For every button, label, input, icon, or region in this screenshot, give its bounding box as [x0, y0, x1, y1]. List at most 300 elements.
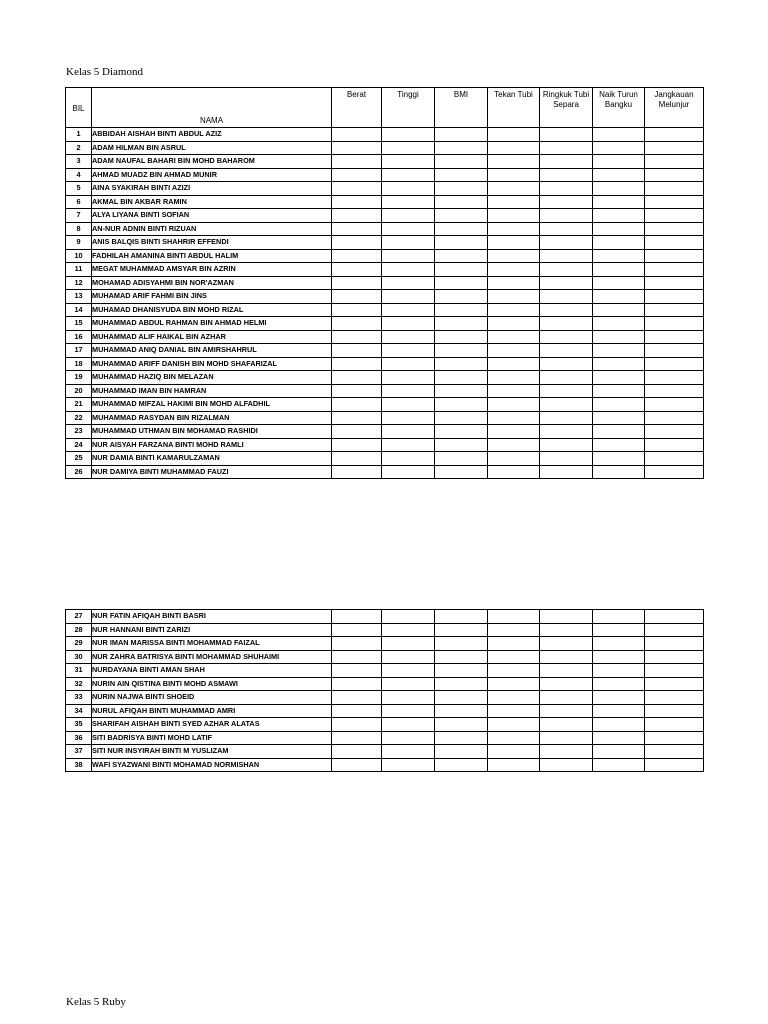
score-cell[interactable]	[645, 263, 704, 277]
score-cell[interactable]	[435, 438, 488, 452]
score-cell[interactable]	[382, 168, 435, 182]
score-cell[interactable]	[593, 704, 645, 718]
score-cell[interactable]	[488, 758, 540, 772]
row-nama: MUHAMMAD ANIQ DANIAL BIN AMIRSHAHRUL	[92, 344, 332, 358]
score-cell[interactable]	[488, 263, 540, 277]
score-cell[interactable]	[593, 398, 645, 412]
score-cell[interactable]	[435, 677, 488, 691]
row-bil: 34	[66, 704, 92, 718]
score-cell[interactable]	[540, 704, 593, 718]
score-cell[interactable]	[435, 691, 488, 705]
class-title-diamond: Kelas 5 Diamond	[66, 66, 143, 78]
score-cell[interactable]	[332, 623, 382, 637]
score-cell[interactable]	[382, 438, 435, 452]
score-cell[interactable]	[540, 222, 593, 236]
score-cell[interactable]	[435, 452, 488, 466]
score-cell[interactable]	[540, 664, 593, 678]
score-cell[interactable]	[540, 303, 593, 317]
row-nama: NUR HANNANI BINTI ZARIZI	[92, 623, 332, 637]
row-nama: AKMAL BIN AKBAR RAMIN	[92, 195, 332, 209]
score-cell[interactable]	[645, 664, 704, 678]
score-cell[interactable]	[645, 344, 704, 358]
score-cell[interactable]	[645, 290, 704, 304]
score-cell[interactable]	[645, 677, 704, 691]
score-cell[interactable]	[488, 209, 540, 223]
score-cell[interactable]	[645, 371, 704, 385]
score-cell[interactable]	[645, 317, 704, 331]
score-cell[interactable]	[540, 425, 593, 439]
score-cell[interactable]	[540, 411, 593, 425]
score-cell[interactable]	[540, 357, 593, 371]
score-cell[interactable]	[332, 263, 382, 277]
score-cell[interactable]	[593, 155, 645, 169]
score-cell[interactable]	[540, 677, 593, 691]
table-row	[66, 357, 704, 371]
score-cell[interactable]	[332, 249, 382, 263]
score-cell[interactable]	[382, 745, 435, 759]
score-cell[interactable]	[540, 465, 593, 479]
score-cell[interactable]	[488, 222, 540, 236]
score-cell[interactable]	[540, 330, 593, 344]
row-nama: NUR IMAN MARISSA BINTI MOHAMMAD FAIZAL	[92, 637, 332, 651]
score-cell[interactable]	[645, 155, 704, 169]
score-cell[interactable]	[382, 263, 435, 277]
score-cell[interactable]	[332, 141, 382, 155]
score-cell[interactable]	[488, 704, 540, 718]
score-cell[interactable]	[332, 704, 382, 718]
score-cell[interactable]	[382, 731, 435, 745]
score-cell[interactable]	[645, 411, 704, 425]
score-cell[interactable]	[593, 195, 645, 209]
score-cell[interactable]	[488, 745, 540, 759]
row-nama: MUHAMMAD ALIF HAIKAL BIN AZHAR	[92, 330, 332, 344]
score-cell[interactable]	[382, 155, 435, 169]
score-cell[interactable]	[382, 141, 435, 155]
score-cell[interactable]	[488, 465, 540, 479]
score-cell[interactable]	[593, 637, 645, 651]
score-cell[interactable]	[540, 168, 593, 182]
score-cell[interactable]	[435, 168, 488, 182]
score-cell[interactable]	[435, 317, 488, 331]
score-cell[interactable]	[540, 195, 593, 209]
score-cell[interactable]	[593, 425, 645, 439]
score-cell[interactable]	[435, 465, 488, 479]
score-cell[interactable]	[382, 758, 435, 772]
score-cell[interactable]	[382, 411, 435, 425]
score-cell[interactable]	[593, 344, 645, 358]
score-cell[interactable]	[645, 452, 704, 466]
score-cell[interactable]	[435, 745, 488, 759]
score-cell[interactable]	[435, 263, 488, 277]
score-cell[interactable]	[332, 209, 382, 223]
score-cell[interactable]	[332, 610, 382, 624]
score-cell[interactable]	[488, 317, 540, 331]
row-nama: MUHAMAD DHANISYUDA BIN MOHD RIZAL	[92, 303, 332, 317]
score-cell[interactable]	[488, 236, 540, 250]
score-cell[interactable]	[332, 398, 382, 412]
score-cell[interactable]	[332, 637, 382, 651]
score-cell[interactable]	[435, 249, 488, 263]
score-cell[interactable]	[540, 236, 593, 250]
row-bil: 33	[66, 691, 92, 705]
score-cell[interactable]	[382, 209, 435, 223]
score-cell[interactable]	[645, 182, 704, 196]
score-cell[interactable]	[645, 249, 704, 263]
score-cell[interactable]	[593, 317, 645, 331]
score-cell[interactable]	[382, 303, 435, 317]
score-cell[interactable]	[488, 344, 540, 358]
score-cell[interactable]	[332, 384, 382, 398]
score-cell[interactable]	[645, 438, 704, 452]
score-cell[interactable]	[382, 650, 435, 664]
score-cell[interactable]	[435, 664, 488, 678]
score-cell[interactable]	[382, 249, 435, 263]
score-cell[interactable]	[488, 276, 540, 290]
row-bil: 27	[66, 610, 92, 624]
score-cell[interactable]	[332, 465, 382, 479]
row-nama: MOHAMAD ADISYAHMI BIN NOR'AZMAN	[92, 276, 332, 290]
score-cell[interactable]	[435, 222, 488, 236]
score-cell[interactable]	[332, 664, 382, 678]
score-cell[interactable]	[540, 141, 593, 155]
score-cell[interactable]	[382, 610, 435, 624]
score-cell[interactable]	[540, 637, 593, 651]
score-cell[interactable]	[488, 637, 540, 651]
score-cell[interactable]	[593, 411, 645, 425]
score-cell[interactable]	[540, 182, 593, 196]
score-cell[interactable]	[332, 128, 382, 142]
score-cell[interactable]	[540, 249, 593, 263]
score-cell[interactable]	[382, 691, 435, 705]
row-bil: 13	[66, 290, 92, 304]
score-cell[interactable]	[540, 128, 593, 142]
score-cell[interactable]	[435, 371, 488, 385]
score-cell[interactable]	[435, 637, 488, 651]
score-cell[interactable]	[593, 182, 645, 196]
score-cell[interactable]	[435, 330, 488, 344]
score-cell[interactable]	[645, 209, 704, 223]
score-cell[interactable]	[488, 128, 540, 142]
score-cell[interactable]	[645, 650, 704, 664]
score-cell[interactable]	[593, 141, 645, 155]
table-row	[66, 209, 704, 223]
score-cell[interactable]	[645, 731, 704, 745]
header-tekan-tubi: Tekan Tubi	[488, 88, 540, 128]
score-cell[interactable]	[382, 398, 435, 412]
score-cell[interactable]	[593, 222, 645, 236]
score-cell[interactable]	[332, 718, 382, 732]
score-cell[interactable]	[540, 398, 593, 412]
score-cell[interactable]	[488, 398, 540, 412]
score-cell[interactable]	[593, 691, 645, 705]
score-cell[interactable]	[645, 141, 704, 155]
row-nama: MUHAMMAD MIFZAL HAKIMI BIN MOHD ALFADHIL	[92, 398, 332, 412]
score-cell[interactable]	[382, 128, 435, 142]
score-cell[interactable]	[435, 704, 488, 718]
score-cell[interactable]	[488, 610, 540, 624]
score-cell[interactable]	[488, 195, 540, 209]
score-cell[interactable]	[593, 330, 645, 344]
score-cell[interactable]	[435, 731, 488, 745]
score-cell[interactable]	[332, 276, 382, 290]
score-cell[interactable]	[645, 637, 704, 651]
score-cell[interactable]	[540, 691, 593, 705]
score-cell[interactable]	[593, 731, 645, 745]
score-cell[interactable]	[435, 209, 488, 223]
table-row	[66, 731, 704, 745]
score-cell[interactable]	[593, 263, 645, 277]
score-cell[interactable]	[540, 371, 593, 385]
score-cell[interactable]	[435, 195, 488, 209]
score-cell[interactable]	[593, 371, 645, 385]
score-cell[interactable]	[332, 731, 382, 745]
table-row	[66, 236, 704, 250]
score-cell[interactable]	[645, 623, 704, 637]
score-cell[interactable]	[645, 330, 704, 344]
score-cell[interactable]	[332, 344, 382, 358]
table-row	[66, 610, 704, 624]
score-cell[interactable]	[382, 425, 435, 439]
score-cell[interactable]	[435, 650, 488, 664]
score-cell[interactable]	[593, 357, 645, 371]
score-cell[interactable]	[645, 168, 704, 182]
score-cell[interactable]	[645, 276, 704, 290]
row-nama: NUR DAMIA BINTI KAMARULZAMAN	[92, 452, 332, 466]
score-cell[interactable]	[382, 195, 435, 209]
score-cell[interactable]	[593, 168, 645, 182]
score-cell[interactable]	[593, 384, 645, 398]
score-cell[interactable]	[382, 465, 435, 479]
score-cell[interactable]	[540, 452, 593, 466]
score-cell[interactable]	[540, 263, 593, 277]
score-cell[interactable]	[435, 182, 488, 196]
score-cell[interactable]	[645, 691, 704, 705]
score-cell[interactable]	[488, 452, 540, 466]
score-cell[interactable]	[488, 303, 540, 317]
score-cell[interactable]	[593, 465, 645, 479]
score-cell[interactable]	[540, 718, 593, 732]
table-row	[66, 290, 704, 304]
score-cell[interactable]	[332, 650, 382, 664]
score-cell[interactable]	[332, 330, 382, 344]
table-row	[66, 141, 704, 155]
score-cell[interactable]	[332, 691, 382, 705]
score-cell[interactable]	[645, 704, 704, 718]
row-nama: NUR FATIN AFIQAH BINTI BASRI	[92, 610, 332, 624]
score-cell[interactable]	[645, 610, 704, 624]
table-row	[66, 344, 704, 358]
score-cell[interactable]	[435, 141, 488, 155]
table-row	[66, 330, 704, 344]
score-cell[interactable]	[540, 384, 593, 398]
score-cell[interactable]	[435, 155, 488, 169]
score-cell[interactable]	[332, 168, 382, 182]
score-cell[interactable]	[540, 731, 593, 745]
score-cell[interactable]	[540, 745, 593, 759]
score-cell[interactable]	[488, 677, 540, 691]
score-cell[interactable]	[382, 664, 435, 678]
score-cell[interactable]	[593, 664, 645, 678]
score-cell[interactable]	[488, 691, 540, 705]
score-cell[interactable]	[382, 276, 435, 290]
score-cell[interactable]	[488, 290, 540, 304]
score-cell[interactable]	[435, 623, 488, 637]
score-cell[interactable]	[332, 357, 382, 371]
score-cell[interactable]	[382, 330, 435, 344]
score-cell[interactable]	[488, 731, 540, 745]
score-cell[interactable]	[645, 384, 704, 398]
score-cell[interactable]	[332, 195, 382, 209]
score-cell[interactable]	[593, 650, 645, 664]
score-cell[interactable]	[488, 718, 540, 732]
score-cell[interactable]	[382, 182, 435, 196]
score-cell[interactable]	[332, 236, 382, 250]
score-cell[interactable]	[332, 371, 382, 385]
score-cell[interactable]	[435, 758, 488, 772]
score-cell[interactable]	[435, 425, 488, 439]
score-cell[interactable]	[540, 623, 593, 637]
score-cell[interactable]	[435, 357, 488, 371]
score-cell[interactable]	[593, 452, 645, 466]
row-bil: 1	[66, 128, 92, 142]
score-cell[interactable]	[435, 610, 488, 624]
row-bil: 3	[66, 155, 92, 169]
score-cell[interactable]	[593, 236, 645, 250]
score-cell[interactable]	[540, 758, 593, 772]
score-cell[interactable]	[435, 236, 488, 250]
row-nama: WAFI SYAZWANI BINTI MOHAMAD NORMISHAN	[92, 758, 332, 772]
score-cell[interactable]	[488, 371, 540, 385]
score-cell[interactable]	[645, 303, 704, 317]
row-bil: 31	[66, 664, 92, 678]
score-cell[interactable]	[332, 452, 382, 466]
score-cell[interactable]	[540, 155, 593, 169]
score-cell[interactable]	[332, 411, 382, 425]
score-cell[interactable]	[382, 236, 435, 250]
score-cell[interactable]	[645, 718, 704, 732]
score-cell[interactable]	[382, 290, 435, 304]
score-cell[interactable]	[488, 664, 540, 678]
score-cell[interactable]	[593, 623, 645, 637]
score-cell[interactable]	[332, 425, 382, 439]
score-cell[interactable]	[645, 465, 704, 479]
score-cell[interactable]	[593, 209, 645, 223]
score-cell[interactable]	[645, 128, 704, 142]
score-cell[interactable]	[435, 290, 488, 304]
score-cell[interactable]	[540, 276, 593, 290]
score-cell[interactable]	[382, 317, 435, 331]
score-cell[interactable]	[435, 276, 488, 290]
table-row	[66, 677, 704, 691]
score-cell[interactable]	[593, 718, 645, 732]
score-cell[interactable]	[540, 209, 593, 223]
score-cell[interactable]	[645, 758, 704, 772]
score-cell[interactable]	[540, 344, 593, 358]
score-cell[interactable]	[332, 290, 382, 304]
score-cell[interactable]	[645, 357, 704, 371]
score-cell[interactable]	[382, 704, 435, 718]
score-cell[interactable]	[488, 384, 540, 398]
score-cell[interactable]	[332, 438, 382, 452]
score-cell[interactable]	[488, 650, 540, 664]
score-cell[interactable]	[593, 745, 645, 759]
score-cell[interactable]	[382, 718, 435, 732]
score-cell[interactable]	[435, 398, 488, 412]
score-cell[interactable]	[645, 236, 704, 250]
score-cell[interactable]	[488, 425, 540, 439]
score-cell[interactable]	[540, 317, 593, 331]
score-cell[interactable]	[332, 317, 382, 331]
score-cell[interactable]	[488, 155, 540, 169]
score-cell[interactable]	[382, 357, 435, 371]
score-cell[interactable]	[645, 195, 704, 209]
score-cell[interactable]	[488, 438, 540, 452]
score-cell[interactable]	[645, 398, 704, 412]
score-cell[interactable]	[540, 650, 593, 664]
score-cell[interactable]	[332, 155, 382, 169]
score-cell[interactable]	[593, 276, 645, 290]
score-cell[interactable]	[382, 344, 435, 358]
row-nama: SITI NUR INSYIRAH BINTI M YUSLIZAM	[92, 745, 332, 759]
score-cell[interactable]	[488, 249, 540, 263]
score-cell[interactable]	[332, 303, 382, 317]
row-bil: 14	[66, 303, 92, 317]
score-cell[interactable]	[593, 677, 645, 691]
score-cell[interactable]	[488, 168, 540, 182]
score-cell[interactable]	[593, 303, 645, 317]
score-cell[interactable]	[382, 384, 435, 398]
score-cell[interactable]	[488, 623, 540, 637]
score-cell[interactable]	[332, 677, 382, 691]
score-cell[interactable]	[488, 330, 540, 344]
score-cell[interactable]	[488, 411, 540, 425]
score-cell[interactable]	[332, 745, 382, 759]
score-cell[interactable]	[435, 411, 488, 425]
score-cell[interactable]	[435, 344, 488, 358]
score-cell[interactable]	[645, 222, 704, 236]
score-cell[interactable]	[593, 610, 645, 624]
score-cell[interactable]	[435, 303, 488, 317]
score-cell[interactable]	[593, 290, 645, 304]
score-cell[interactable]	[382, 371, 435, 385]
score-cell[interactable]	[593, 128, 645, 142]
score-cell[interactable]	[382, 677, 435, 691]
score-cell[interactable]	[382, 222, 435, 236]
score-cell[interactable]	[332, 758, 382, 772]
score-cell[interactable]	[488, 182, 540, 196]
score-cell[interactable]	[540, 610, 593, 624]
score-cell[interactable]	[435, 128, 488, 142]
score-cell[interactable]	[332, 222, 382, 236]
score-cell[interactable]	[382, 623, 435, 637]
score-cell[interactable]	[593, 438, 645, 452]
score-cell[interactable]	[540, 290, 593, 304]
score-cell[interactable]	[645, 425, 704, 439]
score-cell[interactable]	[435, 384, 488, 398]
row-bil: 19	[66, 371, 92, 385]
score-cell[interactable]	[645, 745, 704, 759]
score-cell[interactable]	[540, 438, 593, 452]
score-cell[interactable]	[382, 452, 435, 466]
score-cell[interactable]	[382, 637, 435, 651]
score-cell[interactable]	[593, 249, 645, 263]
score-cell[interactable]	[488, 357, 540, 371]
table-row	[66, 128, 704, 142]
score-cell[interactable]	[593, 758, 645, 772]
score-cell[interactable]	[435, 718, 488, 732]
score-cell[interactable]	[332, 182, 382, 196]
score-cell[interactable]	[488, 141, 540, 155]
